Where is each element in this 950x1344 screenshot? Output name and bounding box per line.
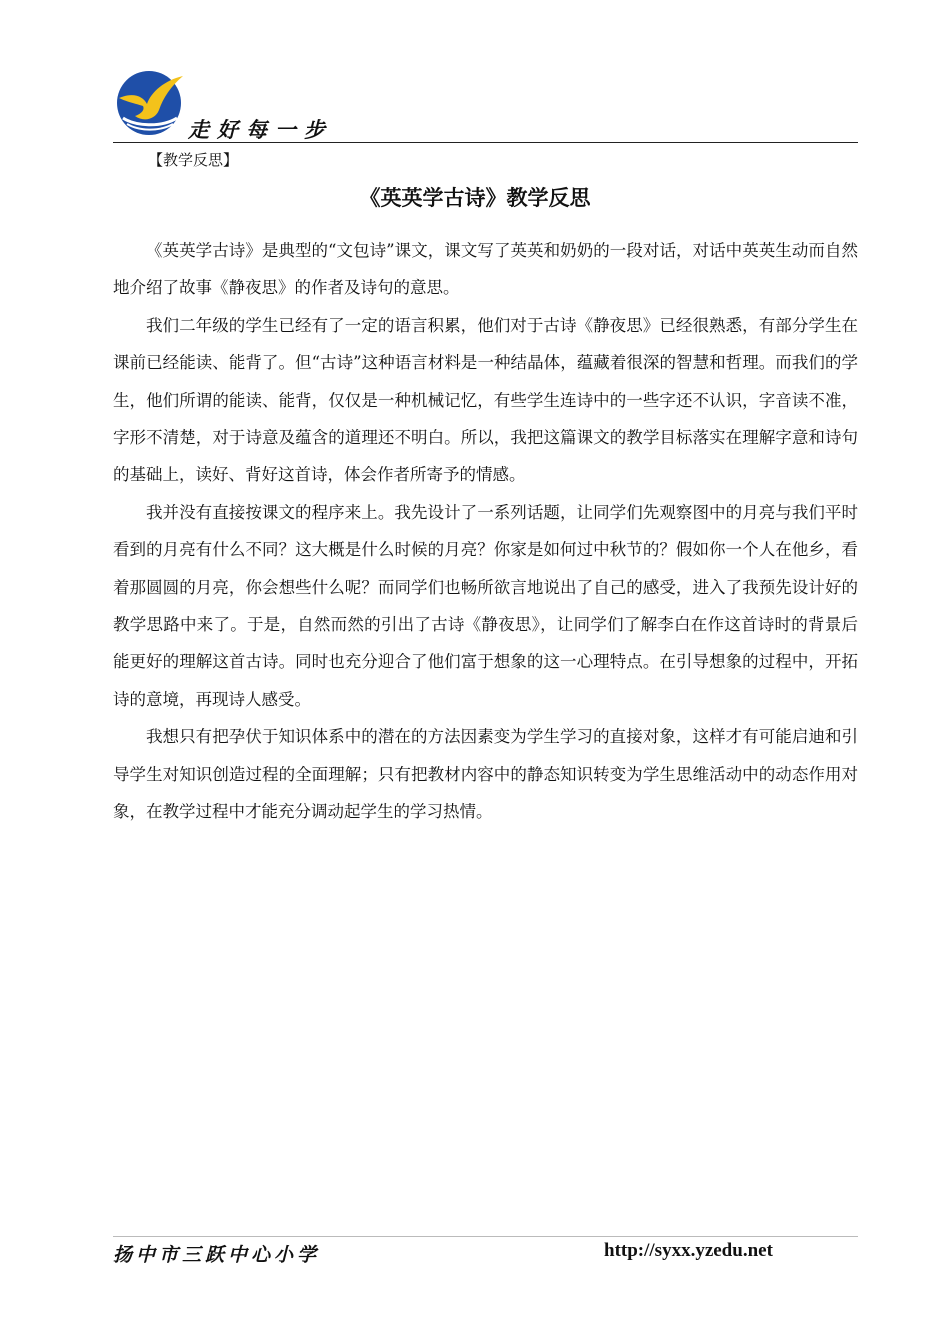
document-title: 《英英学古诗》教学反思 [359,186,591,210]
swallow-logo-icon [113,70,185,136]
header-divider [113,142,858,143]
footer-url-link[interactable]: http://syxx.yzedu.net [604,1240,773,1261]
paragraph-1: 《英英学古诗》是典型的“文包诗”课文，课文写了英英和奶奶的一段对话，对话中英英生动而自然地介绍了故事《静夜思》的作者及诗句的意思。 [113,241,858,298]
paragraph-2: 我们二年级的学生已经有了一定的语言积累，他们对于古诗《静夜思》已经很熟悉，有部分学生在课前已经能读、能背了。但“古诗”这种语言材料是一种结晶体，蕴藏着很深的智慧和哲理。而我们的学生，他们所谓的能读、能背，仅仅是一种机械记忆，有些学生连诗中的一些字还不认识，字音读不准，字形不清楚，对于诗意及蕴含的道理还不明白。所以，我把这篇课文的教学目标落实在理解字意和诗句的基础上，读好、背好这首诗，体会作者所寄予的情感。 [113,315,858,485]
footer-divider [113,1236,858,1237]
footer-school-name: 扬中市三跃中心小学 [113,1244,321,1266]
paragraph-4: 我想只有把孕伏于知识体系中的潜在的方法因素变为学生学习的直接对象，这样才有可能启迪和引导学生对知识创造过程的全面理解；只有把教材内容中的静态知识转变为学生思维活动中的动态作用对象，在教学过程中才能充分调动起学生的学习热情。 [113,727,858,822]
section-tag: 【教学反思】 [148,151,239,169]
header-slogan: 走好每一步 [188,117,333,142]
paragraph-3: 我并没有直接按课文的程序来上。我先设计了一系列话题，让同学们先观察图中的月亮与我们平时看到的月亮有什么不同？这大概是什么时候的月亮？你家是如何过中秋节的？假如你一个人在他乡，看着那圆圆的月亮，你会想些什么呢？而同学们也畅所欲言地说出了自己的感受，进入了我预先设计好的教学思路中来了。于是，自然而然的引出了古诗《静夜思》，让同学们了解李白在作这首诗时的背景后能更好的理解这首古诗。同时也充分迎合了他们富于想象的这一心理特点。在引导想象的过程中，开拓诗的意境，再现诗人感受。 [113,502,858,709]
body-text [113,232,858,831]
